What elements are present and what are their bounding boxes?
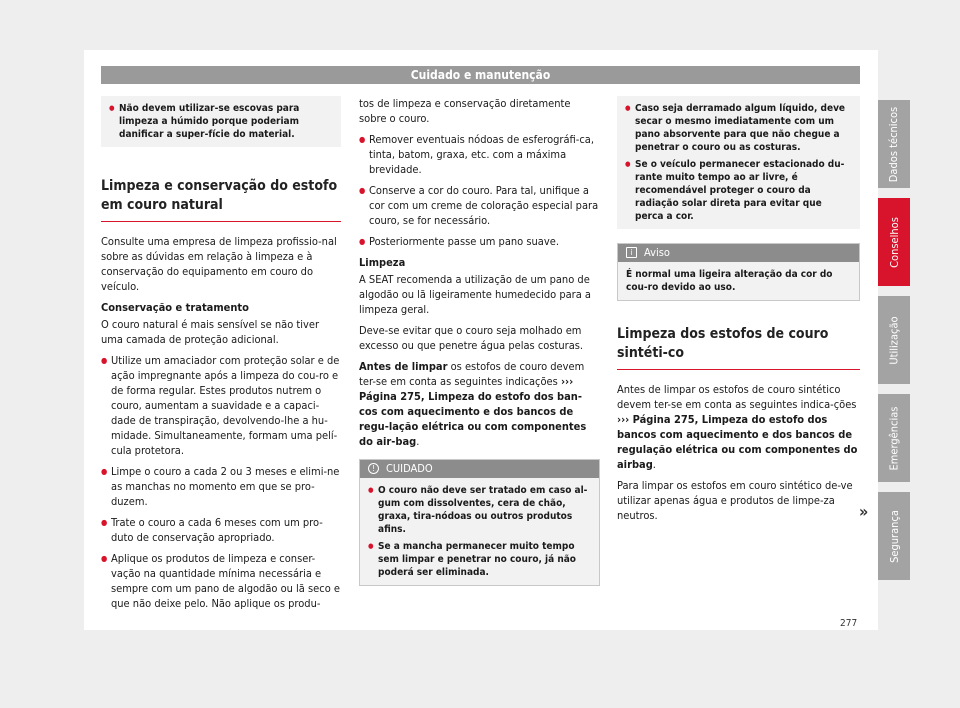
column-2 [359, 96, 600, 586]
paragraph-with-reference [359, 359, 600, 449]
text: os estofos de couro devem ter-se em conta as seguintes indicações [359, 360, 585, 388]
caution-icon: ! [368, 463, 379, 474]
tab-seguranca[interactable] [878, 492, 910, 580]
paragraph: Deve-se evitar que o couro seja molhado em excesso ou que penetre água pelas costuras. [359, 324, 584, 352]
list-item: ● O couro não deve ser tratado em caso al-gum com dissolventes, cera de chão, graxa, tira-nódoas ou outros produtos afins. [368, 484, 591, 536]
tab-utilizacao[interactable] [878, 296, 910, 384]
notice-text: É normal uma ligeira alteração da cor do cou-ro devido ao uso. [626, 269, 833, 293]
subheading-conservacao: Conservação e tratamento [101, 301, 249, 314]
paragraph: Para limpar os estofos em couro sintético de-ve utilizar apenas água e produtos de limpe-za neutros. [617, 479, 853, 522]
paragraph-with-reference [617, 382, 860, 472]
list-item: ● Aplique os produtos de limpeza e conser-vação na quantidade mínima necessária e sempre com um pano de algodão ou lã seco e que não deixe pelo. Não aplique os produ- [101, 551, 341, 611]
list-item: ● Utilize um amaciador com proteção solar e de ação impregnante após a limpeza do cou-ro e de forma regular. Estes produtos nutrem o couro, aumentam a suavidade e a capaci-dade de transpiração, devolvendo-lhe a hu-midade. Simultaneamente, formam uma pelí-cula protetora. [101, 353, 341, 458]
text: . [416, 435, 420, 448]
caution-body [360, 478, 599, 585]
page-reference-link[interactable]: ››› Página 275, Limpeza do estofo dos ban-cos com aquecimento e dos bancos de regu-lação elétrica ou com componentes do air-bag [359, 375, 587, 448]
column-1 [101, 96, 341, 617]
notice-body [618, 262, 859, 300]
notice-title: Aviso [644, 246, 670, 259]
bold-lead: Antes de limpar [359, 360, 448, 373]
text: Antes de limpar os estofos de couro sintético devem ter-se em conta as seguintes indica-ções [617, 383, 857, 411]
info-icon: i [626, 247, 637, 258]
tab-label: Dados técnicos [887, 106, 901, 182]
section-heading-couro-natural: Limpeza e conservação do estofo em couro natural [101, 177, 341, 222]
paragraph: O couro natural é mais sensível se não tiver uma camada de proteção adicional. [101, 318, 320, 346]
notice-box [617, 243, 860, 301]
tab-dados-tecnicos[interactable] [878, 100, 910, 188]
caution-note-continued [617, 96, 860, 229]
list-item: ● Posteriormente passe um pano suave. [359, 234, 600, 249]
tab-label: Segurança [887, 509, 901, 563]
caution-header [360, 460, 599, 478]
section-heading-couro-sintetico: Limpeza dos estofos de couro sintéti-co [617, 325, 860, 370]
list-item: ● Se o veículo permanecer estacionado du-rante muito tempo ao ar livre, é recomendável proteger o couro da radiação solar direta para evitar que perca a cor. [625, 158, 852, 223]
page-number: 277 [840, 618, 858, 629]
caution-title: CUIDADO [386, 462, 433, 475]
paragraph-continued: tos de limpeza e conservação diretamente sobre o couro. [359, 97, 571, 125]
tab-label: Emergências [887, 406, 901, 470]
notice-header [618, 244, 859, 262]
continue-marker: » [859, 502, 869, 521]
page-reference-link[interactable]: ››› Página 275, Limpeza do estofo dos bancos com aquecimento e dos bancos de regulação elétrica ou com componentes do airbag [617, 413, 858, 471]
list-item: ● Caso seja derramado algum líquido, deve secar o mesmo imediatamente com um pano absorvente para que não chegue a penetrar o couro ou as costuras. [625, 102, 852, 154]
tab-label: Conselhos [887, 216, 901, 268]
subheading-limpeza: Limpeza [359, 256, 406, 269]
list-item: ● Remover eventuais nódoas de esferográfi-ca, tinta, batom, graxa, etc. com a máxima brevidade. [359, 132, 600, 177]
warning-note-continued [101, 96, 341, 147]
chapter-header: Cuidado e manutenção [101, 66, 860, 84]
tab-emergencias[interactable] [878, 394, 910, 482]
note-bullet: ● Não devem utilizar-se escovas para limpeza a húmido porque poderiam danificar a super-fície do material. [109, 102, 333, 141]
text: . [652, 458, 656, 471]
intro-paragraph: Consulte uma empresa de limpeza profissio-nal sobre as dúvidas em relação à limpeza e à conservação do equipamento em couro do veículo. [101, 235, 337, 293]
list-item: ● Conserve a cor do couro. Para tal, unifique a cor com um creme de coloração especial para couro, se for necessário. [359, 183, 600, 228]
column-3 [617, 96, 860, 529]
list-item: ● Se a mancha permanecer muito tempo sem limpar e penetrar no couro, já não poderá ser eliminada. [368, 540, 591, 579]
list-item: ● Trate o couro a cada 6 meses com um pro-duto de conservação apropriado. [101, 515, 341, 545]
list-item: ● Limpe o couro a cada 2 ou 3 meses e elimi-ne as manchas no momento em que se pro-duzem. [101, 464, 341, 509]
paragraph: A SEAT recomenda a utilização de um pano de algodão ou lã ligeiramente humedecido para a limpeza geral. [359, 273, 591, 316]
caution-box [359, 459, 600, 586]
tab-conselhos[interactable] [878, 198, 910, 286]
tab-label: Utilização [887, 315, 901, 365]
